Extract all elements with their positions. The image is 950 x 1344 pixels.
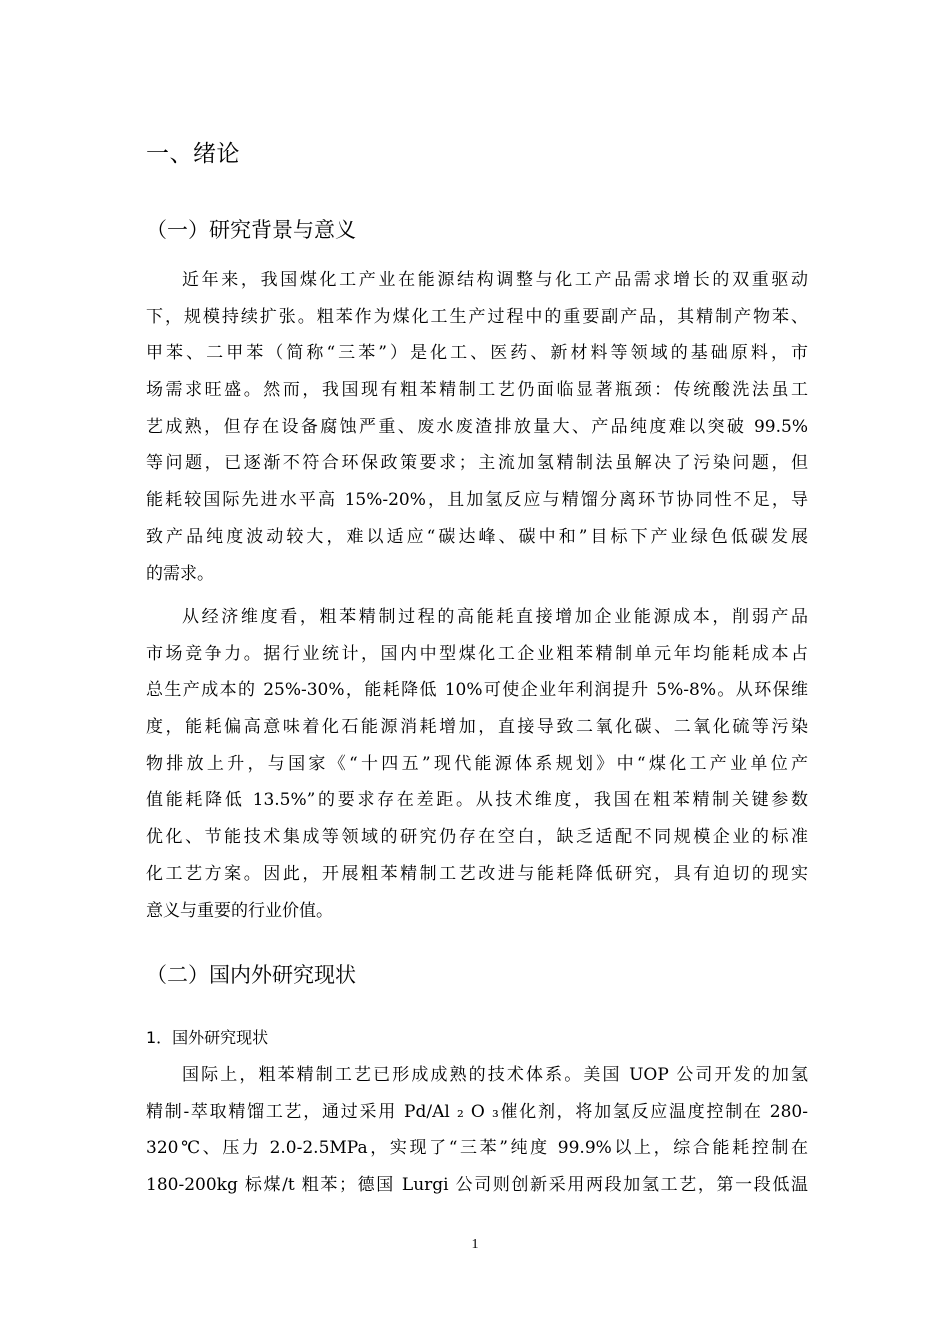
- text-line: 国际上，粗苯精制工艺已形成成熟的技术体系。美国 UOP 公司开发的加氢: [182, 1065, 808, 1085]
- text-line: 180-200kg 标煤/t 粗苯；德国 Lurgi 公司则创新采用两段加氢工艺，第一段低温: [146, 1175, 808, 1196]
- text-line: 艺成熟，但存在设备腐蚀严重、废水废渣排放量大、产品纯度难以突破 99.5%: [146, 416, 808, 437]
- paragraph-background-1: [146, 262, 808, 592]
- section-heading-research-status: （二）国内外研究现状: [146, 963, 356, 987]
- text-line: 320℃、压力 2.0-2.5MPa，实现了“三苯”纯度 99.9%以上，综合能耗控制在: [146, 1138, 808, 1159]
- text-line: 优化、节能技术集成等领域的研究仍存在空白，缺乏适配不同规模企业的标准: [146, 827, 808, 848]
- text-line: 物排放上升，与国家《“十四五”现代能源体系规划》中“煤化工产业单位产: [146, 753, 808, 774]
- page-number: 1: [471, 1237, 479, 1252]
- text-line: 意义与重要的行业价值。: [146, 900, 333, 921]
- text-line: 度，能耗偏高意味着化石能源消耗增加，直接导致二氧化碳、二氧化硫等污染: [146, 717, 808, 738]
- text-line: 市场竞争力。据行业统计，国内中型煤化工企业粗苯精制单元年均能耗成本占: [146, 643, 808, 664]
- subsection-heading-foreign: 1．国外研究现状: [146, 1028, 269, 1047]
- text-line: 的需求。: [146, 563, 214, 584]
- text-line: 化工艺方案。因此，开展粗苯精制工艺改进与能耗降低研究，具有迫切的现实: [146, 863, 808, 884]
- paragraph-foreign-research: [146, 1057, 808, 1204]
- paragraph-background-2: [146, 599, 808, 929]
- text-line: 致产品纯度波动较大，难以适应“碳达峰、碳中和”目标下产业绿色低碳发展: [146, 526, 808, 547]
- text-line: 精制-萃取精馏工艺，通过采用 Pd/Al ₂ O ₃催化剂，将加氢反应温度控制在 280-: [146, 1101, 808, 1122]
- text-line: 等问题，已逐渐不符合环保政策要求；主流加氢精制法虽解决了污染问题，但: [146, 453, 808, 474]
- text-line: 能耗较国际先进水平高 15%-20%，且加氢反应与精馏分离环节协同性不足，导: [146, 490, 808, 511]
- text-line: 值能耗降低 13.5%”的要求存在差距。从技术维度，我国在粗苯精制关键参数: [146, 790, 808, 811]
- text-line: 甲苯、二甲苯（简称“三苯”）是化工、医药、新材料等领域的基础原料，市: [146, 343, 808, 364]
- text-line: 近年来，我国煤化工产业在能源结构调整与化工产品需求增长的双重驱动: [182, 270, 808, 290]
- text-line: 从经济维度看，粗苯精制过程的高能耗直接增加企业能源成本，削弱产品: [182, 607, 808, 627]
- text-line: 下，规模持续扩张。粗苯作为煤化工生产过程中的重要副产品，其精制产物苯、: [146, 306, 808, 327]
- text-line: 总生产成本的 25%-30%，能耗降低 10%可使企业年利润提升 5%-8%。从环保维: [146, 680, 808, 701]
- section-heading-background: （一）研究背景与意义: [146, 218, 356, 242]
- text-line: 场需求旺盛。然而，我国现有粗苯精制工艺仍面临显著瓶颈：传统酸洗法虽工: [146, 380, 808, 401]
- chapter-heading: 一、绪论: [146, 141, 240, 167]
